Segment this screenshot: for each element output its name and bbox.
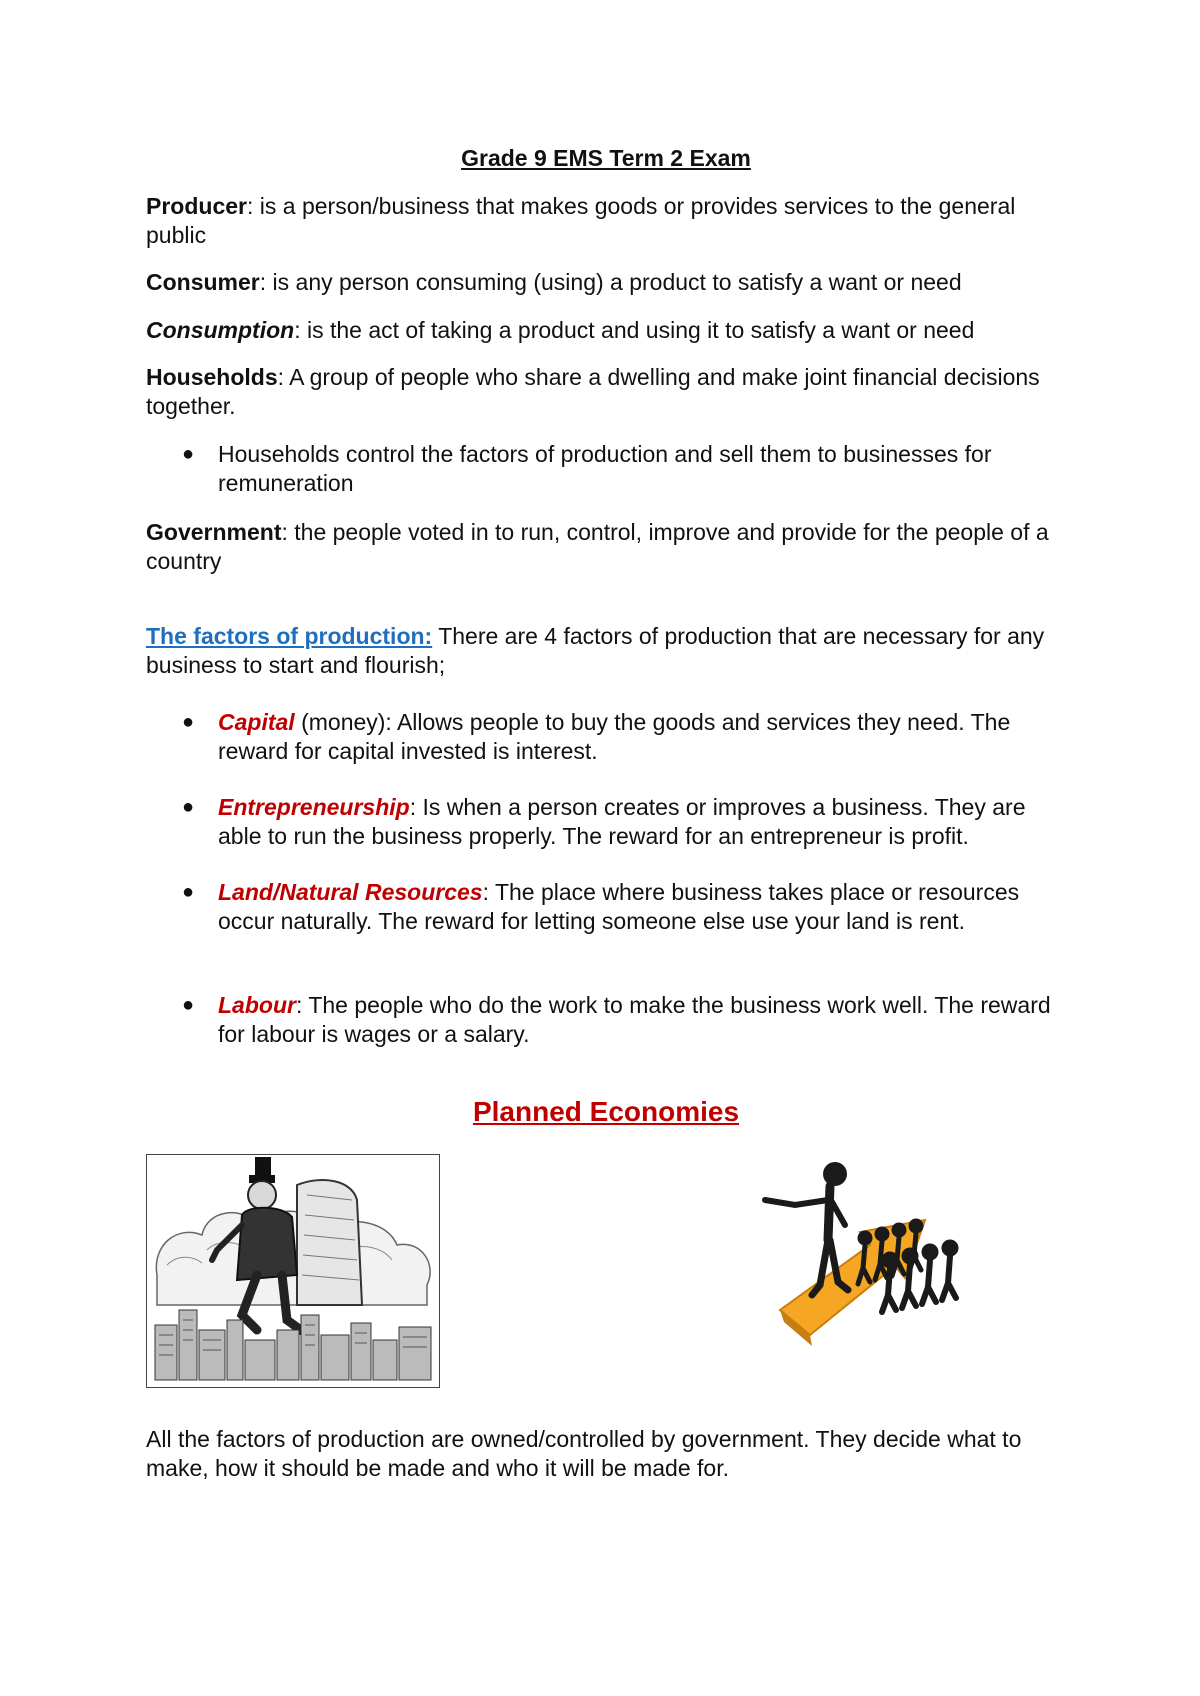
factor-text-land: : The place where business takes place or resources occur naturally. The reward for letting someone else use your land is rent. [218,879,1020,934]
definition-consumption-text: : is the act of taking a product and using it to satisfy a want or need [294,317,975,343]
factors-intro [146,622,1066,680]
planned-economies-text: All the factors of production are owned/controlled by government. They decide what to make, how it should be made and who it will be made for. [146,1426,1022,1481]
definition-consumer-text: : is any person consuming (using) a product to satisfy a want or need [259,269,962,295]
term-producer: Producer [146,193,247,219]
factor-term-labour: Labour [218,992,296,1018]
bullet-icon: ● [182,796,195,818]
definition-consumer [146,268,1066,297]
cartoon-illustration [147,1155,439,1387]
cartoon-image [146,1154,440,1388]
definition-government [146,518,1066,576]
bullet-icon: ● [182,443,195,465]
factor-term-entrepreneurship: Entrepreneurship [218,794,410,820]
term-households: Households [146,364,278,390]
households-bullet-text: Households control the factors of production and sell them to businesses for remuneration [218,441,992,496]
definition-producer-text: : is a person/business that makes goods or provides services to the general public [146,193,1016,248]
bullet-icon: ● [182,711,195,733]
term-consumption: Consumption [146,317,295,343]
factor-term-capital: Capital [218,709,295,735]
definition-producer [146,192,1066,250]
factors-heading: The factors of production: [146,623,433,649]
leader-arrow-illustration [750,1160,980,1350]
document-title: Grade 9 EMS Term 2 Exam [461,145,751,171]
factor-text-labour: : The people who do the work to make the business work well. The reward for labour is wages or a salary. [218,992,1051,1047]
bullet-icon: ● [182,881,195,903]
term-consumer: Consumer [146,269,260,295]
factor-text-entrepreneurship: : Is when a person creates or improves a business. They are able to run the business properly. The reward for an entrepreneur is profit. [218,794,1026,849]
factor-text-capital: (money): Allows people to buy the goods and services they need. The reward for capital invested is interest. [218,709,1011,764]
factors-intro-text: There are 4 factors of production that are necessary for any business to start and flourish; [146,623,1045,678]
definition-households [146,363,1066,421]
definition-households-text: : A group of people who share a dwelling and make joint financial decisions together. [146,364,1040,419]
bullet-icon: ● [182,994,195,1016]
term-government: Government [146,519,282,545]
planned-economies-heading: Planned Economies [472,1096,740,1127]
factor-term-land: Land/Natural Resources [218,879,483,905]
definition-consumption [146,316,1066,345]
definition-government-text: : the people voted in to run, control, improve and provide for the people of a country [146,519,1049,574]
leader-arrow-image [750,1160,980,1350]
